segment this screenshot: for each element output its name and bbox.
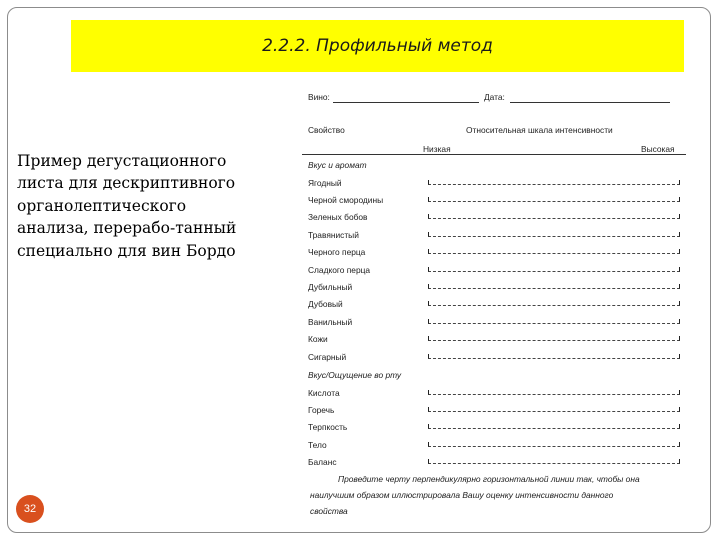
attribute-label: Баланс <box>308 457 337 467</box>
wine-label: Вино: <box>308 92 330 102</box>
attribute-label: Дубильный <box>308 282 353 292</box>
attribute-label: Дубовый <box>308 299 343 309</box>
page-number-badge: 32 <box>16 495 44 523</box>
wine-field <box>333 92 479 103</box>
low-label: Низкая <box>423 144 451 154</box>
intensity-scale <box>428 249 680 254</box>
intensity-scale <box>428 407 680 412</box>
date-label: Дата: <box>484 92 505 102</box>
description-line: органолептического <box>17 196 187 215</box>
description-line: Пример дегустационного <box>17 152 227 170</box>
attribute-label: Кислота <box>308 388 340 398</box>
description-line: анализа, перерабо-танный <box>17 219 237 238</box>
intensity-scale <box>428 336 680 341</box>
attribute-label: Черного перца <box>308 247 366 257</box>
intensity-scale <box>428 180 680 185</box>
attribute-label: Терпкость <box>308 422 348 432</box>
description-line: листа для дескриптивного <box>17 174 236 193</box>
note-line: наилучшим образом иллюстрировала Вашу оценку интенсивности данного <box>310 490 614 500</box>
description-line: специально для вин Бордо <box>17 241 236 260</box>
attribute-label: Черной смородины <box>308 195 384 205</box>
intensity-scale <box>428 232 680 237</box>
description-text <box>17 150 277 262</box>
attribute-label: Травянистый <box>308 230 359 240</box>
high-label: Высокая <box>641 144 675 154</box>
intensity-scale <box>428 197 680 202</box>
intensity-scale <box>428 214 680 219</box>
section-mouthfeel: Вкус/Ощущение во рту <box>308 370 402 380</box>
attribute-label: Кожи <box>308 334 328 344</box>
attribute-label: Горечь <box>308 405 335 415</box>
section-taste-aroma: Вкус и аромат <box>308 160 367 170</box>
slide-title: 2.2.2. Профильный метод <box>262 36 493 56</box>
attribute-label: Ягодный <box>308 178 342 188</box>
instruction-note <box>310 471 680 519</box>
intensity-scale <box>428 442 680 447</box>
intensity-scale <box>428 284 680 289</box>
attribute-label: Зеленых бобов <box>308 212 368 222</box>
header-divider <box>302 154 686 155</box>
property-header: Свойство <box>308 125 345 135</box>
attribute-label: Сигарный <box>308 352 347 362</box>
note-line: Проведите черту перпендикулярно горизонтальной линии так, чтобы она <box>338 474 640 484</box>
intensity-scale <box>428 301 680 306</box>
tasting-sheet <box>300 88 688 528</box>
intensity-scale <box>428 267 680 272</box>
date-field <box>510 92 670 103</box>
intensity-scale <box>428 354 680 359</box>
note-line: свойства <box>310 506 348 516</box>
attribute-label: Тело <box>308 440 327 450</box>
intensity-scale <box>428 319 680 324</box>
title-bar <box>71 20 684 72</box>
intensity-scale <box>428 390 680 395</box>
intensity-scale <box>428 424 680 429</box>
intensity-scale <box>428 459 680 464</box>
scale-header: Относительная шкала интенсивности <box>466 125 613 135</box>
attribute-label: Ванильный <box>308 317 353 327</box>
attribute-label: Сладкого перца <box>308 265 371 275</box>
